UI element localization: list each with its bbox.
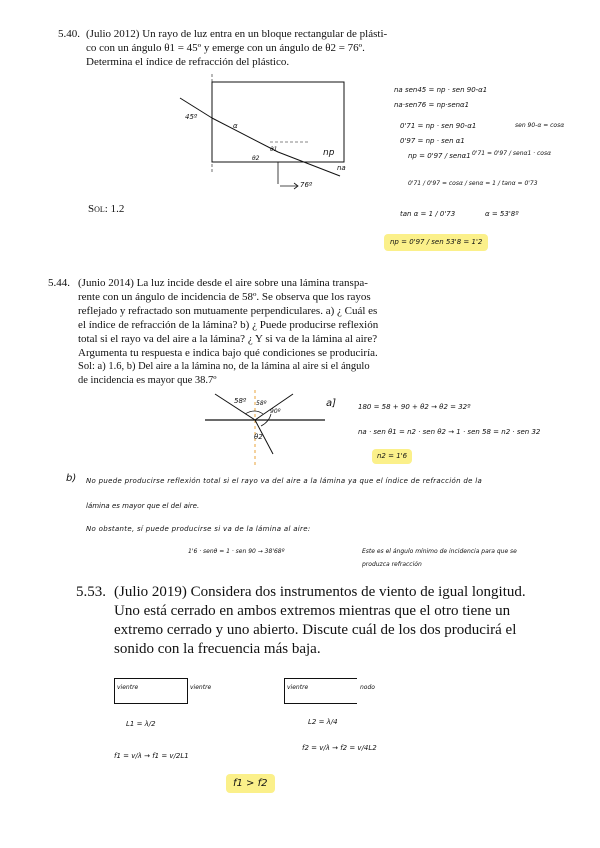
eq-l2: L2 = λ/4: [308, 718, 338, 726]
work-line: tan α = 1 / 0'73: [400, 210, 456, 218]
work-line: sen 90-α = cosα: [515, 122, 565, 129]
part-b-line-1: No puede producirse reflexión total si el rayo va del aire a la lámina ya que el índice de refracción de la: [86, 477, 483, 485]
work-line: 0'71 = np · sen 90-α1: [400, 122, 477, 130]
problem-5-44: [48, 276, 448, 388]
fig-angle-58b: 58º: [256, 400, 267, 407]
text-line: el índice de refracción de la lámina? b) ¿ Puede producirse reflexión: [78, 319, 379, 331]
fig-label-na: na: [337, 164, 346, 172]
text-line: Uno está cerrado en ambos extremos mientras que el otro tiene un: [114, 603, 511, 619]
text-line: rente con un ángulo de incidencia de 58º. Se observa que los rayos: [78, 291, 371, 303]
work-line: na sen45 = np · sen 90-α1: [394, 86, 488, 94]
fig-angle-58: 58º: [234, 397, 247, 405]
fig-theta-2: θ2: [254, 433, 263, 441]
fig-angle-76: 76º: [300, 181, 313, 189]
work-line: α = 53'8º: [485, 210, 519, 218]
tube-closed-closed: [114, 678, 188, 704]
work-a-2: na · sen θ1 = n2 · sen θ2 → 1 · sen 58 = n2 · sen 32: [358, 428, 541, 436]
solution-5-44: Sol: a) 1.6, b) Del aire a la lámina no, de la lámina al aire si el ángulo: [78, 361, 370, 372]
fig-angle-alpha: α: [233, 122, 238, 130]
eq-f1: f1 = v/λ → f1 = v/2L1: [114, 752, 189, 760]
problem-5-40-line-2: co con un ángulo θ1 = 45º y emerge con un ángulo de θ2 = 76º.: [86, 42, 365, 54]
tube1-right-label: vientre: [190, 684, 212, 691]
result-5-40: np = 0'97 / sen 53'8 = 1'2: [384, 234, 488, 251]
solution-5-40: Sol: 1.2: [88, 203, 125, 215]
work-line: 0'97 = np · sen α1: [400, 137, 465, 145]
fig-angle-45: 45º: [185, 113, 198, 121]
text-line: extremo cerrado y uno abierto. Discute cuál de los dos producirá el: [114, 622, 517, 638]
part-b-line-4: 1'6 · senθ = 1 · sen 90 → 38'68º: [188, 548, 285, 555]
fig-theta-2: θ2: [252, 155, 260, 162]
fig-label-np: np: [323, 148, 335, 158]
part-a-label: a]: [326, 398, 337, 409]
part-b-line-2: lámina es mayor que el del aire.: [86, 502, 200, 510]
text-line: (Junio 2014) La luz incide desde el aire sobre una lámina transpa-: [78, 277, 368, 289]
text-line: reflejado y refractado son mutuamente perpendiculares. a) ¿ Cuál es: [78, 305, 378, 317]
work-line: 0'71 = 0'97 / senα1 · cosα: [472, 150, 552, 157]
work-line: 0'71 / 0'97 = cosα / senα = 1 / tanα = 0'73: [408, 180, 538, 187]
problem-number: 5.44.: [48, 277, 70, 289]
problem-number: 5.53.: [76, 584, 106, 600]
fig-angle-90: 90º: [270, 408, 281, 415]
eq-f2: f2 = v/λ → f2 = v/4L2: [302, 744, 377, 752]
part-b-line-3: No obstante, sí puede producirse si va de la lámina al aire:: [86, 525, 311, 533]
eq-l1: L1 = λ/2: [126, 720, 156, 728]
problem-5-40: [58, 27, 450, 69]
tube-closed-open: [284, 678, 357, 704]
problem-5-53: [76, 583, 556, 659]
figure-5-40-refraction-block: [180, 82, 370, 192]
text-line: (Julio 2019) Considera dos instrumentos de viento de igual longitud.: [114, 584, 526, 600]
problem-5-40-line-3: Determina el índice de refracción del plástico.: [86, 56, 290, 68]
result-5-53: f1 > f2: [226, 774, 275, 793]
work-a-1: 180 = 58 + 90 + θ2 → θ2 = 32º: [358, 403, 471, 411]
part-b-line-5: Este es el ángulo mínimo de incidencia para que se: [362, 548, 517, 555]
work-line: np = 0'97 / senα1: [408, 152, 471, 160]
work-line: na·sen76 = np·senα1: [394, 101, 470, 109]
tube2-left-label: vientre: [287, 684, 309, 691]
part-b-line-6: produzca refracción: [362, 561, 422, 568]
fig-theta-1: θ1: [270, 146, 278, 153]
text-line: sonido con la frecuencia más baja.: [114, 641, 321, 657]
solution-5-44-cont: de incidencia es mayor que 38.7º: [78, 375, 217, 386]
text-line: Argumenta tu respuesta e indica bajo qué condiciones se produciría.: [78, 347, 378, 359]
tube1-left-label: vientre: [117, 684, 139, 691]
problem-number: 5.40.: [58, 28, 80, 40]
part-b-label: b): [66, 473, 77, 484]
tube2-right-label: nodo: [360, 684, 375, 691]
problem-5-40-line-1: [58, 27, 450, 41]
text-line: (Julio 2012) Un rayo de luz entra en un bloque rectangular de plásti-: [86, 28, 388, 40]
result-5-44-a: n2 = 1'6: [372, 449, 412, 464]
text-line: total si el rayo va del aire a la lámina? ¿ Y si va de la lámina al aire?: [78, 333, 378, 345]
